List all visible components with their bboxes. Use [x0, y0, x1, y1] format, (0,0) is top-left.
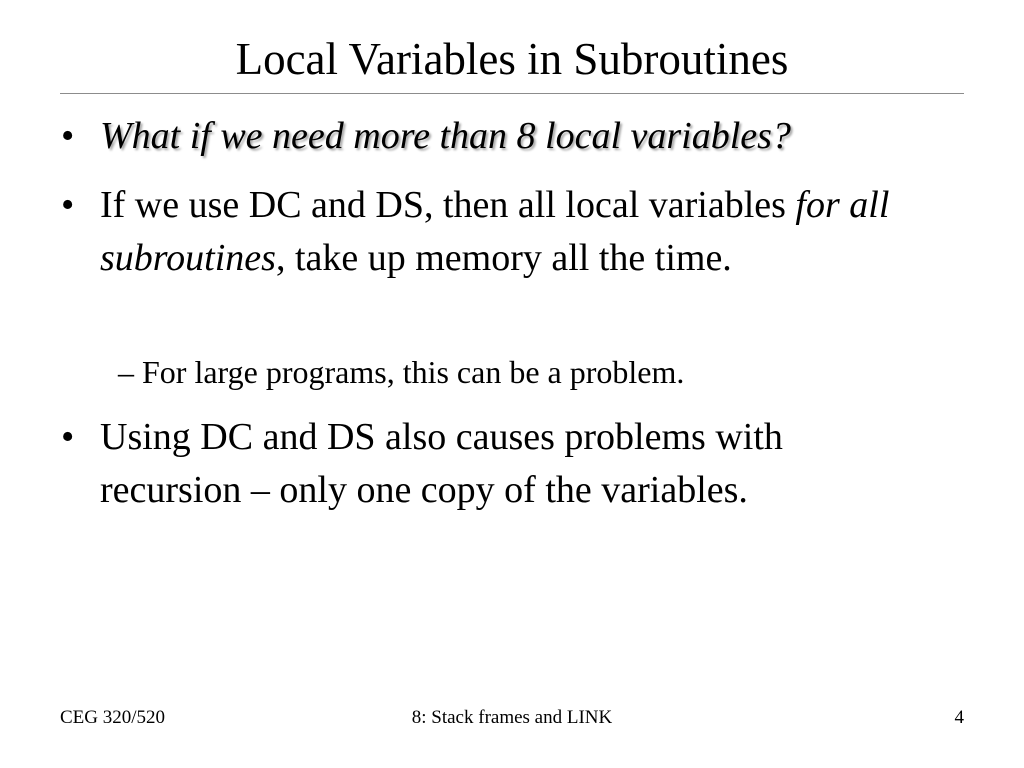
bullet-text-end: , take up memory all the time. [275, 237, 732, 279]
bullet-text: Using DC and DS also causes problems with recursion – only one copy of the variables. [100, 416, 783, 511]
bullet-item [61, 411, 931, 517]
bullet-marker: • [61, 184, 75, 226]
bullet-text [100, 179, 931, 285]
footer-course-code: CEG 320/520 [60, 707, 166, 728]
sub-bullet-marker: – [118, 354, 134, 390]
bullet-item [61, 179, 931, 285]
bullet-marker: • [61, 115, 75, 157]
bullet-item [61, 110, 931, 163]
bullet-marker: • [61, 416, 75, 458]
bullet-text-start: If we use DC and DS, then all local variables [100, 184, 796, 226]
sub-bullet-item [118, 350, 918, 394]
footer-lecture-title: 8: Stack frames and LINK [411, 707, 613, 728]
sub-bullet-text: For large programs, this can be a problem. [142, 354, 685, 390]
bullet-text-emphasis: for all subroutines [100, 184, 890, 279]
slide-title: Local Variables in Subroutines [235, 34, 789, 84]
bullet-text: What if we need more than 8 local variables? [100, 115, 791, 157]
footer-page-number: 4 [954, 707, 964, 728]
title-divider [60, 93, 964, 94]
